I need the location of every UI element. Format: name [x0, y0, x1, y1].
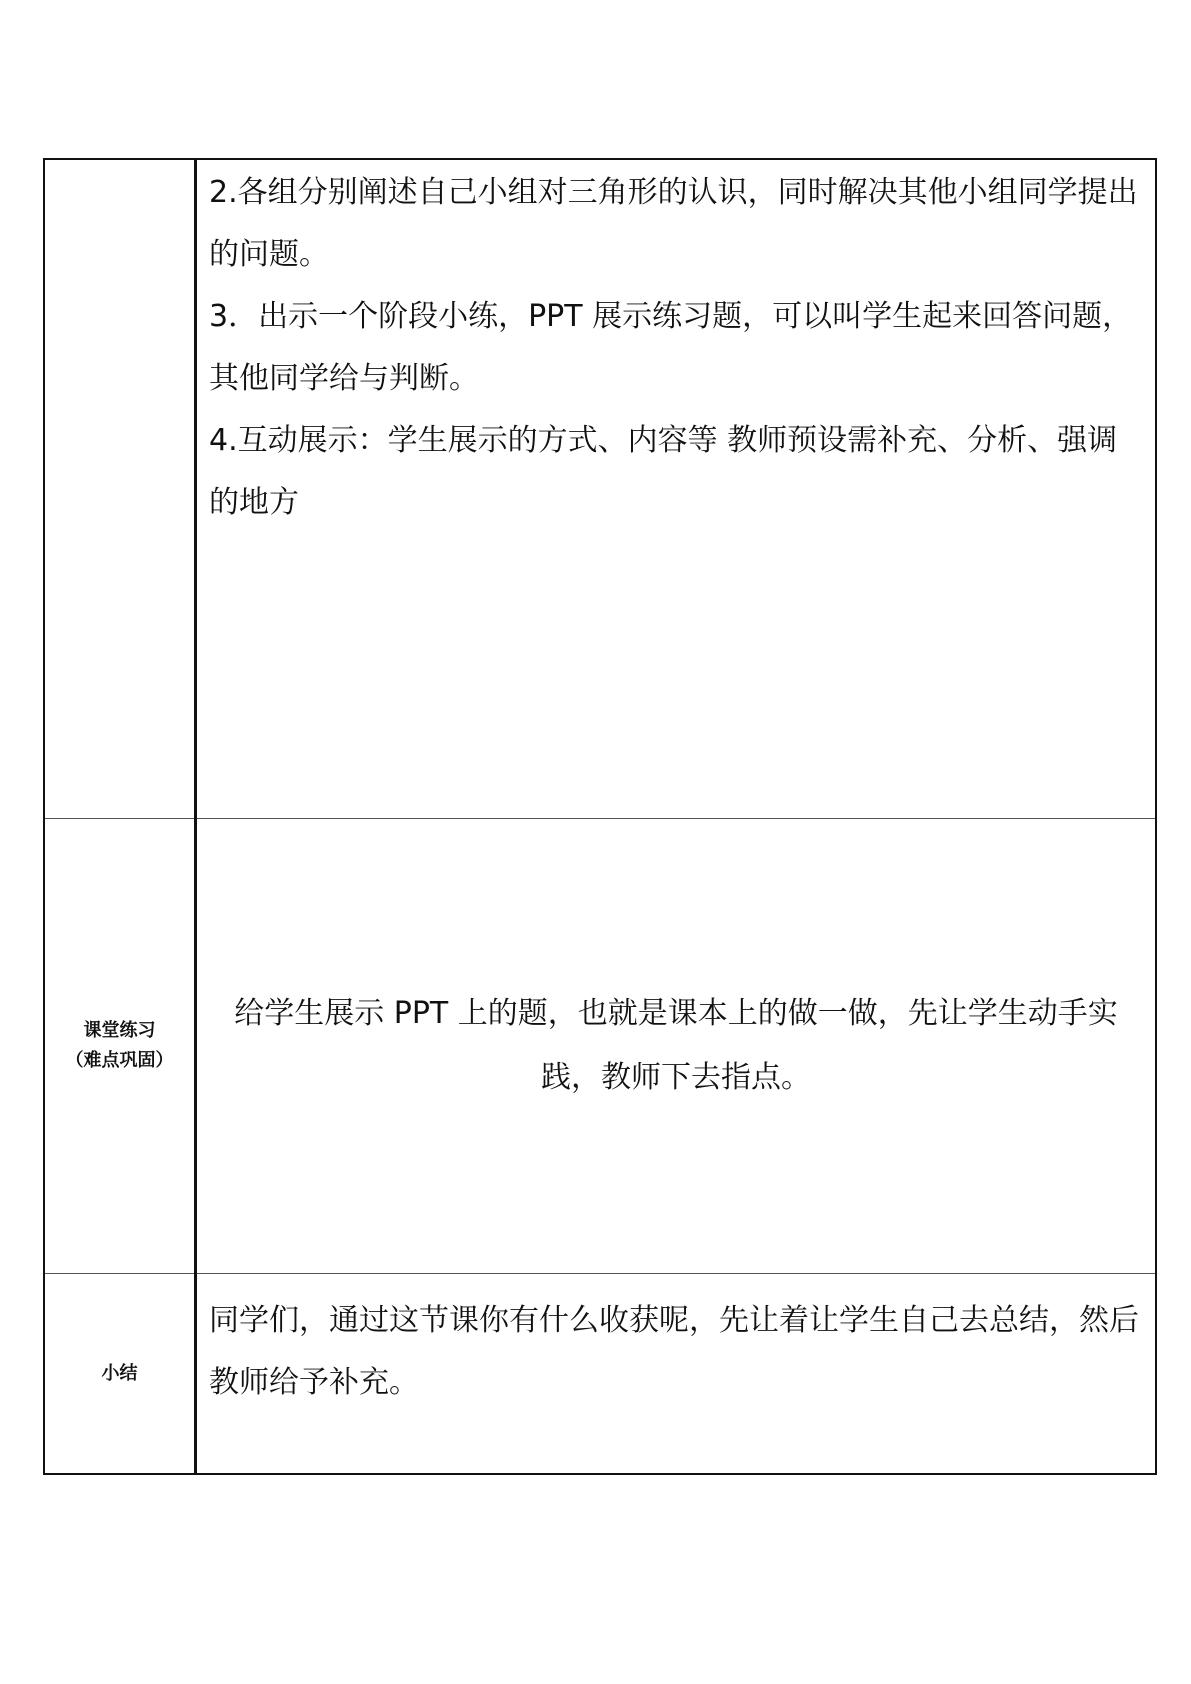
step-3-paragraph: 3．出示一个阶段小练，PPT 展示练习题，可以叫学生起来回答问题，其他同学给与判断。	[209, 299, 1133, 396]
row-content	[196, 1274, 1157, 1475]
lesson-plan-table	[43, 158, 1157, 1475]
row-label	[44, 159, 196, 819]
activity-steps	[197, 160, 1155, 534]
row-label-line: （难点巩固）	[65, 1050, 174, 1071]
row-label: 小结	[44, 1274, 196, 1475]
practice-text: 给学生展示 PPT 上的题，也就是课本上的做一做，先让学生动手实践，教师下去指点。	[234, 996, 1118, 1095]
step-4-paragraph: 4.互动展示：学生展示的方式、内容等 教师预设需补充、分析、强调的地方	[209, 423, 1118, 520]
row-content	[196, 159, 1157, 819]
row-label-line: 课堂练习	[83, 1020, 156, 1041]
row-label	[44, 819, 196, 1274]
table-row	[44, 819, 1156, 1274]
table-row	[44, 1274, 1156, 1475]
summary-text: 同学们，通过这节课你有什么收获呢，先让着让学生自己去总结，然后教师给予补充。	[209, 1303, 1139, 1400]
table-row	[44, 159, 1156, 819]
row-content	[196, 819, 1157, 1274]
step-2-paragraph: 2.各组分别阐述自己小组对三角形的认识，同时解决其他小组同学提出的问题。	[209, 175, 1138, 272]
